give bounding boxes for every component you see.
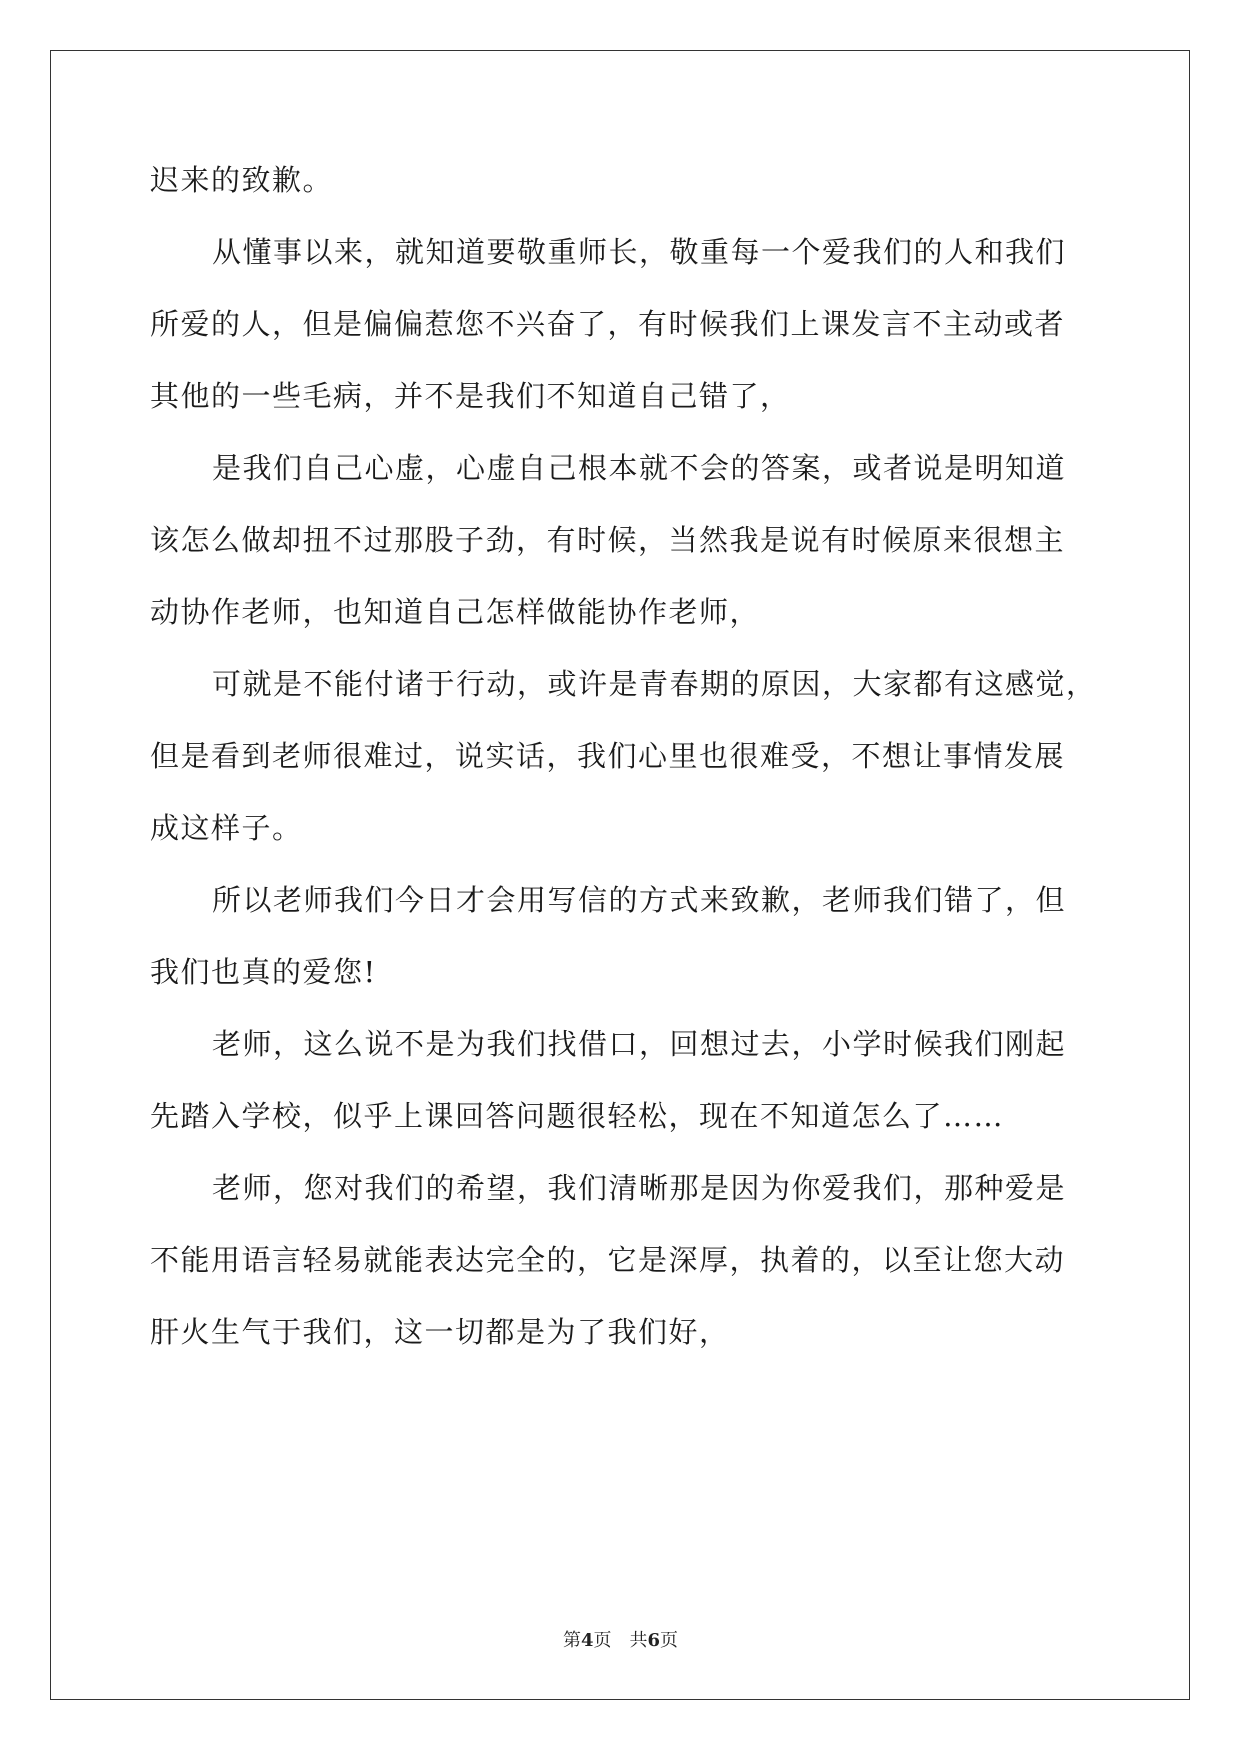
paragraph-first-line: 从懂事以来，就知道要敬重师长，敬重每一个爱我们的人和我们 [212,235,1067,269]
text-line: 我们也真的爱您! [150,955,377,989]
text-line: 肝火生气于我们，这一切都是为了我们好， [150,1315,730,1349]
paragraph-first-line: 所以老师我们今日才会用写信的方式来致歉，老师我们错了，但 [212,883,1067,917]
paragraph-first-line: 老师，这么说不是为我们找借口，回想过去，小学时候我们刚起 [212,1027,1067,1061]
page-suffix: 页 [593,1630,612,1651]
total-page-count: 6 [647,1630,661,1651]
text-line: 先踏入学校，似乎上课回答问题很轻松，现在不知道怎么了…… [150,1099,1005,1133]
total-suffix: 页 [660,1630,679,1651]
paragraph-first-line: 是我们自己心虚，心虚自己根本就不会的答案，或者说是明知道 [212,451,1067,485]
text-line: 其他的一些毛病，并不是我们不知道自己错了， [150,379,791,413]
current-page-number: 4 [580,1630,594,1651]
total-prefix: 共 [629,1630,648,1651]
paragraph-first-line: 可就是不能付诸于行动，或许是青春期的原因，大家都有这感觉， [212,667,1097,701]
text-line: 迟来的致歉。 [150,163,334,197]
text-line: 不能用语言轻易就能表达完全的，它是深厚，执着的，以至让您大动 [150,1243,1066,1277]
text-line: 所爱的人，但是偏偏惹您不兴奋了，有时候我们上课发言不主动或者 [150,307,1066,341]
page-border [50,50,1190,1700]
page-prefix: 第 [562,1630,581,1651]
paragraph-first-line: 老师，您对我们的希望，我们清晰那是因为你爱我们，那种爱是 [212,1171,1067,1205]
text-line: 该怎么做却扭不过那股子劲，有时候，当然我是说有时候原来很想主 [150,523,1066,557]
text-line: 动协作老师，也知道自己怎样做能协作老师， [150,595,761,629]
text-line: 但是看到老师很难过，说实话，我们心里也很难受，不想让事情发展 [150,739,1066,773]
text-line: 成这样子。 [150,811,303,845]
page-footer [0,1629,1241,1653]
